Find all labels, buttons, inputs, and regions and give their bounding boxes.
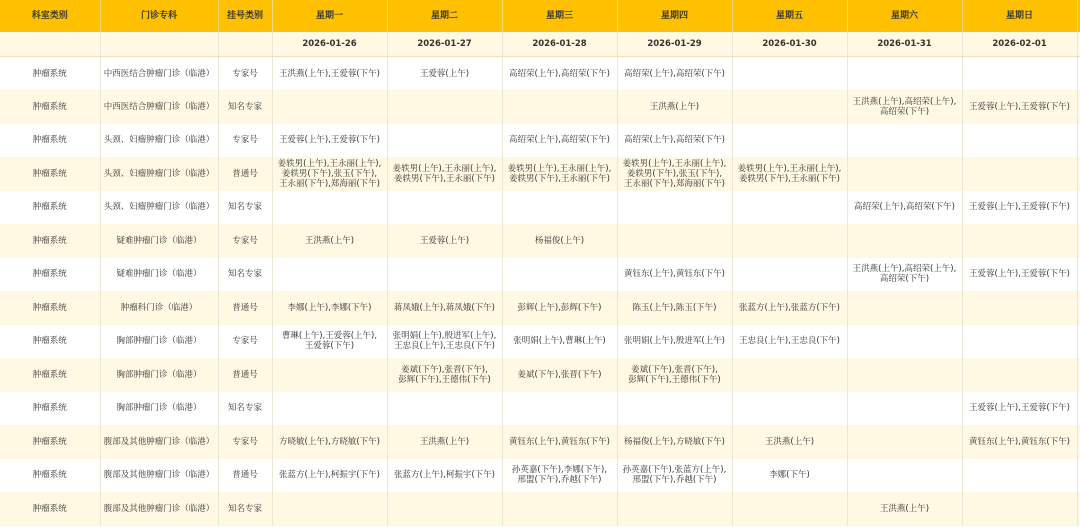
header-dept-category[interactable]: 科室类别: [0, 0, 100, 32]
schedule-cell-sunday: [962, 492, 1077, 526]
schedule-cell-thursday: 高绍荣(上午),高绍荣(下午): [617, 124, 732, 158]
schedule-cell-friday: [732, 258, 847, 292]
schedule-cell-saturday: 高绍荣(上午),高绍荣(下午): [847, 191, 962, 225]
schedule-cell-sunday: [962, 459, 1077, 493]
clinic-specialty-cell: 疑难肿瘤门诊（临港）: [100, 224, 218, 258]
date-cell-blank: [100, 32, 218, 57]
table-row: [0, 224, 1080, 258]
schedule-cell-monday: [272, 191, 387, 225]
table-row: [0, 157, 1080, 191]
schedule-cell-monday: 曹琳(上午),王爱蓉(上午), 王爱蓉(下午): [272, 325, 387, 359]
schedule-cell-monday: [272, 358, 387, 392]
header-saturday[interactable]: 星期六: [847, 0, 962, 32]
date-row: [0, 32, 1080, 57]
dept-category-cell: 肿瘤系统: [0, 124, 100, 158]
schedule-cell-sunday: 王爱蓉(上午),王爱蓉(下午): [962, 191, 1077, 225]
registration-type-cell: 知名专家: [218, 90, 272, 124]
date-sunday: 2026-02-01: [962, 32, 1077, 57]
registration-type-cell: 专家号: [218, 425, 272, 459]
schedule-cell-sunday: [962, 224, 1077, 258]
table-row: [0, 258, 1080, 292]
dept-category-cell: 肿瘤系统: [0, 392, 100, 426]
schedule-cell-tuesday: [387, 258, 502, 292]
registration-type-cell: 知名专家: [218, 492, 272, 526]
date-saturday: 2026-01-31: [847, 32, 962, 57]
schedule-cell-thursday: 黄钰东(上午),黄钰东(下午): [617, 258, 732, 292]
schedule-cell-tuesday: 王爱蓉(上午): [387, 57, 502, 91]
date-tuesday: 2026-01-27: [387, 32, 502, 57]
schedule-cell-sunday: 黄钰东(上午),黄钰东(下午): [962, 425, 1077, 459]
schedule-cell-saturday: 王洪燕(上午): [847, 492, 962, 526]
clinic-specialty-cell: 肿瘤科门诊（临港）: [100, 291, 218, 325]
dept-category-cell: 肿瘤系统: [0, 358, 100, 392]
schedule-cell-friday: 王忠良(上午),王忠良(下午): [732, 325, 847, 359]
schedule-body: [0, 57, 1080, 526]
schedule-cell-tuesday: [387, 90, 502, 124]
schedule-cell-wednesday: 彭辉(上午),彭辉(下午): [502, 291, 617, 325]
schedule-cell-friday: [732, 57, 847, 91]
header-row: [0, 0, 1080, 32]
schedule-cell-saturday: [847, 392, 962, 426]
dept-category-cell: 肿瘤系统: [0, 425, 100, 459]
date-monday: 2026-01-26: [272, 32, 387, 57]
schedule-cell-thursday: 陈玉(上午),陈玉(下午): [617, 291, 732, 325]
schedule-cell-monday: [272, 492, 387, 526]
registration-type-cell: 普通号: [218, 459, 272, 493]
registration-type-cell: 专家号: [218, 57, 272, 91]
schedule-cell-saturday: [847, 224, 962, 258]
schedule-cell-tuesday: 王爱蓉(上午): [387, 224, 502, 258]
dept-category-cell: 肿瘤系统: [0, 224, 100, 258]
schedule-cell-wednesday: 杨福俊(上午): [502, 224, 617, 258]
header-clinic-specialty[interactable]: 门诊专科: [100, 0, 218, 32]
schedule-cell-saturday: [847, 57, 962, 91]
schedule-cell-friday: [732, 392, 847, 426]
schedule-cell-friday: [732, 124, 847, 158]
header-wednesday[interactable]: 星期三: [502, 0, 617, 32]
dept-category-cell: 肿瘤系统: [0, 191, 100, 225]
table-row: [0, 191, 1080, 225]
registration-type-cell: 知名专家: [218, 392, 272, 426]
clinic-specialty-cell: 头颈、妇瘤肿瘤门诊（临港）: [100, 124, 218, 158]
dept-category-cell: 肿瘤系统: [0, 459, 100, 493]
schedule-cell-saturday: [847, 325, 962, 359]
dept-category-cell: 肿瘤系统: [0, 291, 100, 325]
schedule-cell-saturday: 王洪燕(上午),高绍荣(上午), 高绍荣(下午): [847, 258, 962, 292]
header-tuesday[interactable]: 星期二: [387, 0, 502, 32]
schedule-cell-sunday: [962, 358, 1077, 392]
dept-category-cell: 肿瘤系统: [0, 57, 100, 91]
schedule-cell-sunday: [962, 291, 1077, 325]
schedule-cell-thursday: 高绍荣(上午),高绍荣(下午): [617, 57, 732, 91]
schedule-cell-wednesday: [502, 492, 617, 526]
registration-type-cell: 普通号: [218, 157, 272, 191]
header-friday[interactable]: 星期五: [732, 0, 847, 32]
dept-category-cell: 肿瘤系统: [0, 90, 100, 124]
dept-category-cell: 肿瘤系统: [0, 157, 100, 191]
schedule-cell-saturday: [847, 124, 962, 158]
schedule-cell-wednesday: 黄钰东(上午),黄钰东(下午): [502, 425, 617, 459]
schedule-cell-monday: 张蓝方(上午),柯振宇(下午): [272, 459, 387, 493]
table-row: [0, 425, 1080, 459]
schedule-cell-saturday: [847, 358, 962, 392]
schedule-cell-monday: 李娜(上午),李娜(下午): [272, 291, 387, 325]
table-row: [0, 392, 1080, 426]
schedule-cell-thursday: 姜斌(下午),张晋(下午), 彭辉(下午),王德伟(下午): [617, 358, 732, 392]
clinic-specialty-cell: 中西医结合肿瘤门诊（临港）: [100, 90, 218, 124]
schedule-cell-sunday: [962, 157, 1077, 191]
schedule-cell-monday: 王爱蓉(上午),王爱蓉(下午): [272, 124, 387, 158]
schedule-cell-monday: 方晓敏(上午),方晓敏(下午): [272, 425, 387, 459]
schedule-cell-wednesday: 高绍荣(上午),高绍荣(下午): [502, 57, 617, 91]
schedule-cell-wednesday: 高绍荣(上午),高绍荣(下午): [502, 124, 617, 158]
schedule-cell-wednesday: [502, 90, 617, 124]
schedule-cell-saturday: [847, 459, 962, 493]
schedule-cell-tuesday: 姜轶男(上午),王永丽(上午), 姜轶男(下午),王永丽(下午): [387, 157, 502, 191]
schedule-cell-friday: 张蓝方(上午),张蓝方(下午): [732, 291, 847, 325]
schedule-cell-saturday: 王洪燕(上午),高绍荣(上午), 高绍荣(下午): [847, 90, 962, 124]
table-row: [0, 325, 1080, 359]
date-friday: 2026-01-30: [732, 32, 847, 57]
schedule-cell-monday: [272, 392, 387, 426]
dept-category-cell: 肿瘤系统: [0, 258, 100, 292]
schedule-cell-wednesday: 张明娟(上午),曹琳(上午): [502, 325, 617, 359]
clinic-specialty-cell: 腹部及其他肿瘤门诊（临港）: [100, 425, 218, 459]
table-row: [0, 90, 1080, 124]
registration-type-cell: 普通号: [218, 358, 272, 392]
clinic-specialty-cell: 胸部肿瘤门诊（临港）: [100, 392, 218, 426]
clinic-specialty-cell: 头颈、妇瘤肿瘤门诊（临港）: [100, 157, 218, 191]
schedule-cell-sunday: [962, 124, 1077, 158]
table-row: [0, 291, 1080, 325]
schedule-cell-friday: 姜轶男(上午),王永丽(上午), 姜轶男(下午),王永丽(下午): [732, 157, 847, 191]
schedule-cell-wednesday: 姜斌(下午),张晋(下午): [502, 358, 617, 392]
schedule-cell-friday: 王洪燕(上午): [732, 425, 847, 459]
schedule-cell-wednesday: [502, 191, 617, 225]
dept-category-cell: 肿瘤系统: [0, 325, 100, 359]
schedule-cell-monday: [272, 258, 387, 292]
schedule-cell-thursday: 孙英嘉(下午),张蓝方(上午), 邢盟(下午),乔越(下午): [617, 459, 732, 493]
registration-type-cell: 普通号: [218, 291, 272, 325]
date-thursday: 2026-01-29: [617, 32, 732, 57]
schedule-cell-thursday: [617, 392, 732, 426]
table-row: [0, 124, 1080, 158]
schedule-cell-sunday: 王爱蓉(上午),王爱蓉(下午): [962, 90, 1077, 124]
table-row: [0, 358, 1080, 392]
schedule-cell-thursday: 姜轶男(上午),王永丽(上午), 姜轶男(下午),张玉(下午), 王永丽(下午),郑海丽(下午): [617, 157, 732, 191]
header-thursday[interactable]: 星期四: [617, 0, 732, 32]
dept-category-cell: 肿瘤系统: [0, 492, 100, 526]
schedule-cell-tuesday: 姜斌(下午),张晋(下午), 彭辉(下午),王德伟(下午): [387, 358, 502, 392]
schedule-cell-thursday: [617, 492, 732, 526]
clinic-specialty-cell: 胸部肿瘤门诊（临港）: [100, 358, 218, 392]
schedule-cell-friday: [732, 492, 847, 526]
schedule-cell-wednesday: 姜轶男(上午),王永丽(上午), 姜轶男(下午),王永丽(下午): [502, 157, 617, 191]
schedule-cell-friday: [732, 191, 847, 225]
schedule-cell-thursday: 王洪燕(上午): [617, 90, 732, 124]
schedule-cell-saturday: [847, 291, 962, 325]
schedule-cell-saturday: [847, 425, 962, 459]
date-cell-blank: [0, 32, 100, 57]
schedule-cell-wednesday: 孙英嘉(下午),李娜(下午), 邢盟(下午),乔越(下午): [502, 459, 617, 493]
schedule-cell-saturday: [847, 157, 962, 191]
table-row: [0, 459, 1080, 493]
schedule-cell-monday: 王洪燕(上午),王爱蓉(下午): [272, 57, 387, 91]
registration-type-cell: 专家号: [218, 325, 272, 359]
schedule-cell-sunday: 王爱蓉(上午),王爱蓉(下午): [962, 258, 1077, 292]
schedule-cell-tuesday: 张蓝方(上午),柯振宇(下午): [387, 459, 502, 493]
schedule-cell-thursday: 张明娟(上午),殷进军(上午): [617, 325, 732, 359]
schedule-cell-sunday: [962, 57, 1077, 91]
header-monday[interactable]: 星期一: [272, 0, 387, 32]
schedule-cell-tuesday: 张明娟(上午),殷进军(上午), 王忠良(上午),王忠良(下午): [387, 325, 502, 359]
schedule-cell-monday: 王洪燕(上午): [272, 224, 387, 258]
date-cell-blank: [218, 32, 272, 57]
schedule-cell-tuesday: [387, 392, 502, 426]
schedule-cell-tuesday: [387, 191, 502, 225]
schedule-cell-tuesday: 蒋凤娥(上午),蒋凤娥(下午): [387, 291, 502, 325]
header-sunday[interactable]: 星期日: [962, 0, 1077, 32]
schedule-cell-tuesday: 王洪燕(上午): [387, 425, 502, 459]
schedule-cell-sunday: 王爱蓉(上午),王爱蓉(下午): [962, 392, 1077, 426]
registration-type-cell: 专家号: [218, 224, 272, 258]
schedule-cell-friday: [732, 358, 847, 392]
schedule-cell-monday: 姜轶男(上午),王永丽(上午), 姜轶男(下午),张玉(下午), 王永丽(下午),郑海丽(下午): [272, 157, 387, 191]
header-registration-type[interactable]: 挂号类别: [218, 0, 272, 32]
clinic-specialty-cell: 头颈、妇瘤肿瘤门诊（临港）: [100, 191, 218, 225]
schedule-cell-tuesday: [387, 492, 502, 526]
clinic-specialty-cell: 中西医结合肿瘤门诊（临港）: [100, 57, 218, 91]
date-wednesday: 2026-01-28: [502, 32, 617, 57]
clinic-specialty-cell: 腹部及其他肿瘤门诊（临港）: [100, 459, 218, 493]
registration-type-cell: 知名专家: [218, 258, 272, 292]
schedule-cell-friday: [732, 224, 847, 258]
schedule-cell-wednesday: [502, 392, 617, 426]
schedule-cell-tuesday: [387, 124, 502, 158]
schedule-cell-friday: 李娜(下午): [732, 459, 847, 493]
table-row: [0, 492, 1080, 526]
schedule-cell-thursday: [617, 191, 732, 225]
schedule-cell-monday: [272, 90, 387, 124]
schedule-cell-sunday: [962, 325, 1077, 359]
clinic-specialty-cell: 胸部肿瘤门诊（临港）: [100, 325, 218, 359]
clinic-specialty-cell: 疑难肿瘤门诊（临港）: [100, 258, 218, 292]
schedule-cell-friday: [732, 90, 847, 124]
schedule-cell-thursday: [617, 224, 732, 258]
table-row: [0, 57, 1080, 91]
schedule-cell-wednesday: [502, 258, 617, 292]
registration-type-cell: 知名专家: [218, 191, 272, 225]
schedule-cell-thursday: 杨福俊(上午),方晓敏(下午): [617, 425, 732, 459]
clinic-specialty-cell: 腹部及其他肿瘤门诊（临港）: [100, 492, 218, 526]
registration-type-cell: 专家号: [218, 124, 272, 158]
